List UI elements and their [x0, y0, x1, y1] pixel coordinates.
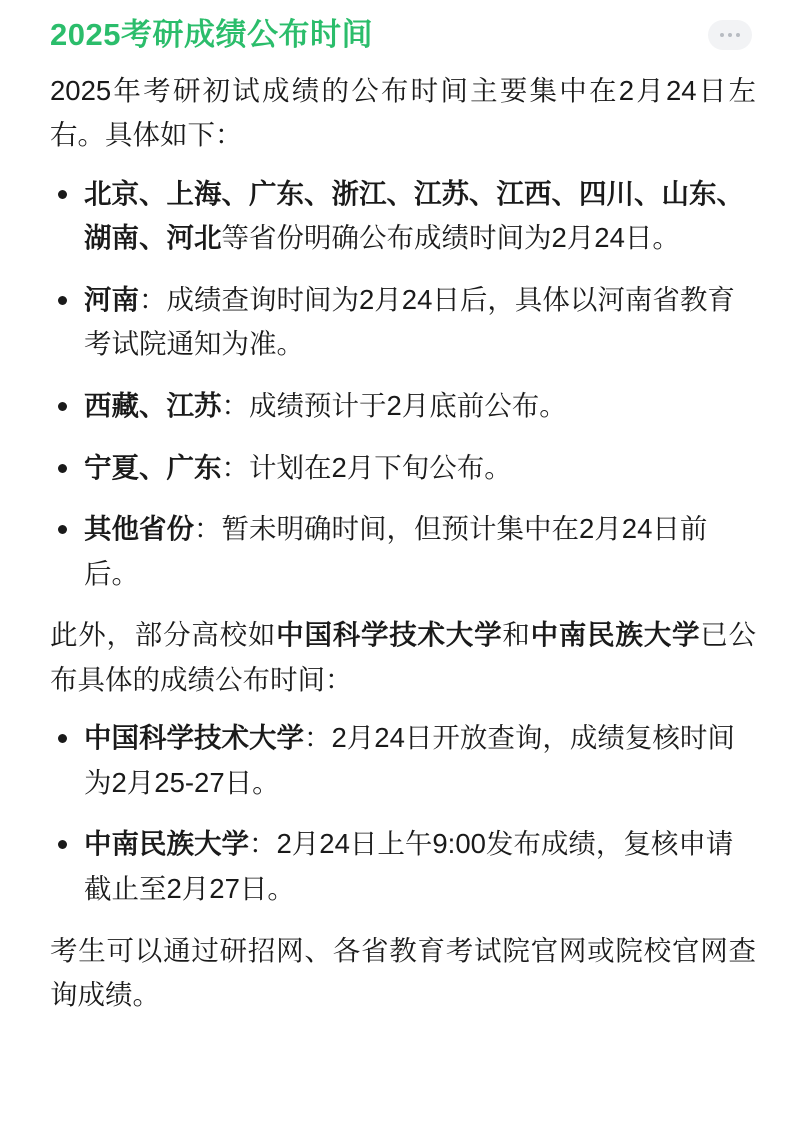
list-item-text: ：暂未明确时间，但预计集中在2月24日前后。: [84, 513, 708, 589]
list-item: [50, 446, 756, 491]
list-item-lead: 河南: [84, 283, 139, 315]
page-title: 2025考研成绩公布时间: [50, 17, 373, 52]
list-item-text: 等省份明确公布成绩时间为2月24日。: [221, 222, 680, 254]
list-item: [50, 384, 756, 429]
university-schedule-list: [50, 716, 756, 911]
article-body: [50, 69, 756, 1018]
list-item-lead: 北京、上海、广东、浙江、江苏、江西、四川、山东、湖南、河北: [84, 177, 744, 254]
ellipsis-icon: [720, 33, 740, 37]
list-item-text: ：2月24日上午9:00发布成绩，复核申请截止至2月27日。: [84, 828, 734, 904]
list-item-text: ：成绩查询时间为2月24日后，具体以河南省教育考试院通知为准。: [84, 283, 735, 360]
list-item: [50, 172, 756, 261]
universities-intro-paragraph: [50, 613, 756, 702]
list-item-lead: 中国科学技术大学: [84, 722, 304, 754]
article-header: [50, 10, 756, 55]
list-item-lead: 宁夏、广东: [84, 451, 222, 483]
intro-paragraph: 2025年考研初试成绩的公布时间主要集中在2月24日左右。具体如下：: [50, 74, 756, 151]
list-item-text: ：成绩预计于2月底前公布。: [221, 390, 567, 422]
province-schedule-list: [50, 172, 756, 596]
school-one-name: 中国科学技术大学: [276, 619, 503, 651]
list-item: [50, 716, 756, 805]
list-item: [50, 507, 756, 596]
list-item: [50, 278, 756, 367]
more-options-button[interactable]: [708, 20, 752, 50]
list-item: [50, 822, 756, 911]
article-card: [14, 0, 786, 1130]
list-item-lead: 中南民族大学: [84, 828, 249, 860]
closing-paragraph: 考生可以通过研招网、各省教育考试院官网或院校官网查询成绩。: [50, 934, 756, 1011]
list-item-text: ：2月24日开放查询，成绩复核时间为2月25-27日。: [84, 722, 735, 798]
paragraph-middle: 和: [502, 619, 531, 651]
list-item-text: ：计划在2月下旬公布。: [221, 451, 512, 483]
school-two-name: 中南民族大学: [530, 619, 701, 651]
paragraph-prefix: 此外，部分高校如: [50, 619, 277, 651]
paragraph-suffix: 已公布具体的成绩公布时间：: [50, 619, 757, 695]
list-item-lead: 西藏、江苏: [84, 390, 222, 422]
list-item-lead: 其他省份: [84, 513, 194, 545]
